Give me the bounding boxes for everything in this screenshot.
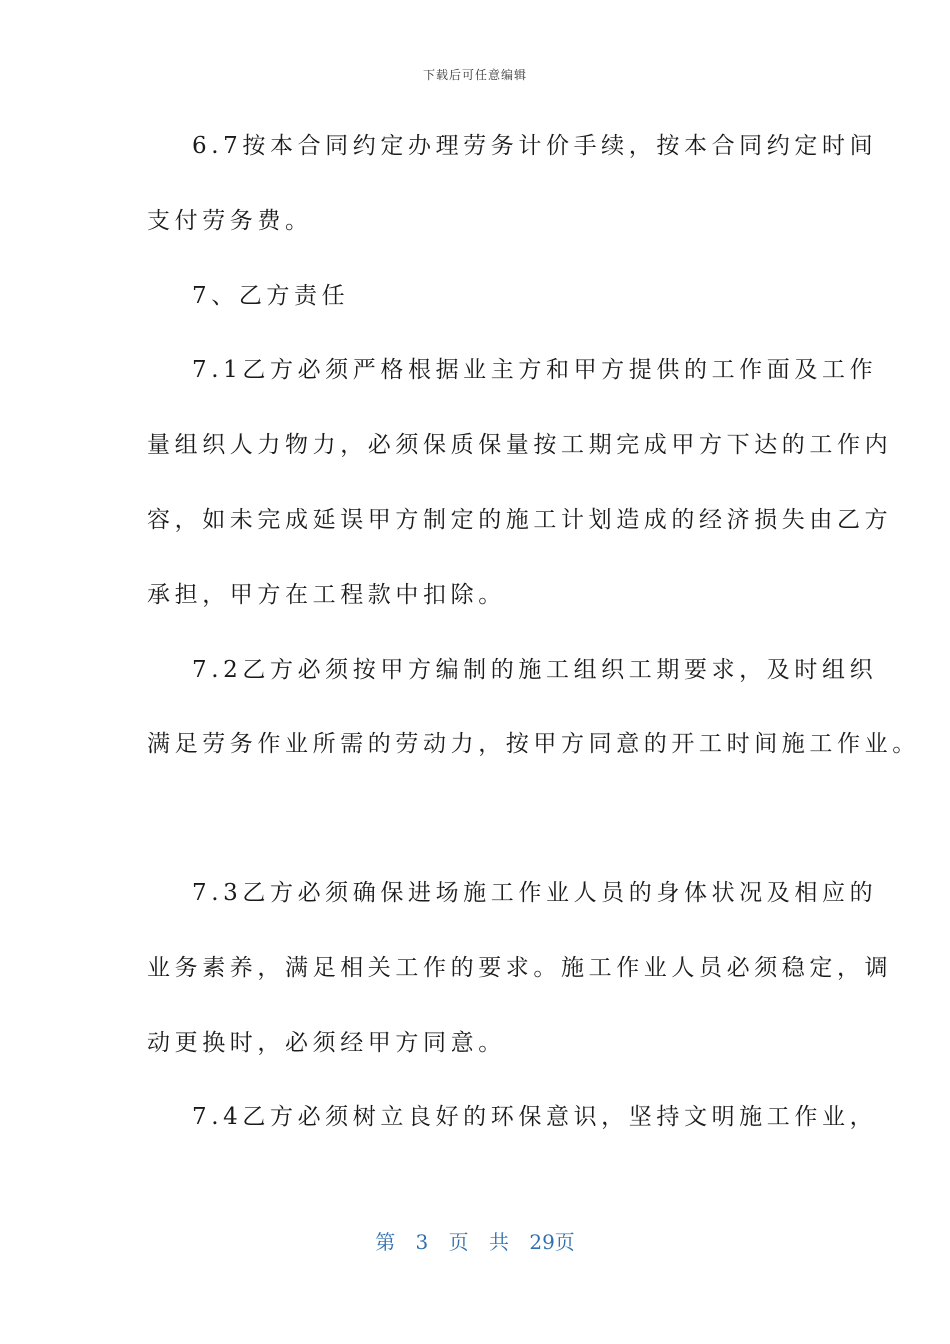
section-heading: 7、乙方责任 (192, 283, 350, 309)
paragraph-line: 6.7按本合同约定办理劳务计价手续，按本合同约定时间 (192, 133, 878, 159)
paragraph-line: 7.1乙方必须严格根据业主方和甲方提供的工作面及工作 (192, 357, 878, 383)
paragraph-line: 承担，甲方在工程款中扣除。 (147, 582, 506, 608)
paragraph-line: 业务素养，满足相关工作的要求。施工作业人员必须稳定，调 (147, 955, 893, 981)
page-number: 3 (415, 1230, 429, 1254)
paragraph-line: 满足劳务作业所需的劳动力，按甲方同意的开工时间施工作业。 (147, 731, 920, 757)
paragraph-line: 7.3乙方必须确保进场施工作业人员的身体状况及相应的 (192, 880, 878, 906)
page-header: 下载后可任意编辑 (422, 68, 527, 82)
footer-ye: 页 (448, 1230, 469, 1254)
paragraph-line: 动更换时，必须经甲方同意。 (147, 1030, 506, 1056)
footer-gong: 共 (489, 1230, 509, 1254)
paragraph-line: 7.2乙方必须按甲方编制的施工组织工期要求，及时组织 (192, 657, 878, 683)
page-footer (0, 1226, 950, 1255)
total-pages: 29页 (529, 1230, 575, 1254)
paragraph-line: 容，如未完成延误甲方制定的施工计划造成的经济损失由乙方 (147, 507, 893, 533)
paragraph-line: 量组织人力物力，必须保质保量按工期完成甲方下达的工作内 (147, 432, 893, 458)
paragraph-line: 7.4乙方必须树立良好的环保意识，坚持文明施工作业， (192, 1104, 878, 1130)
paragraph-line: 支付劳务费。 (147, 208, 313, 234)
footer-di: 第 (375, 1230, 396, 1254)
